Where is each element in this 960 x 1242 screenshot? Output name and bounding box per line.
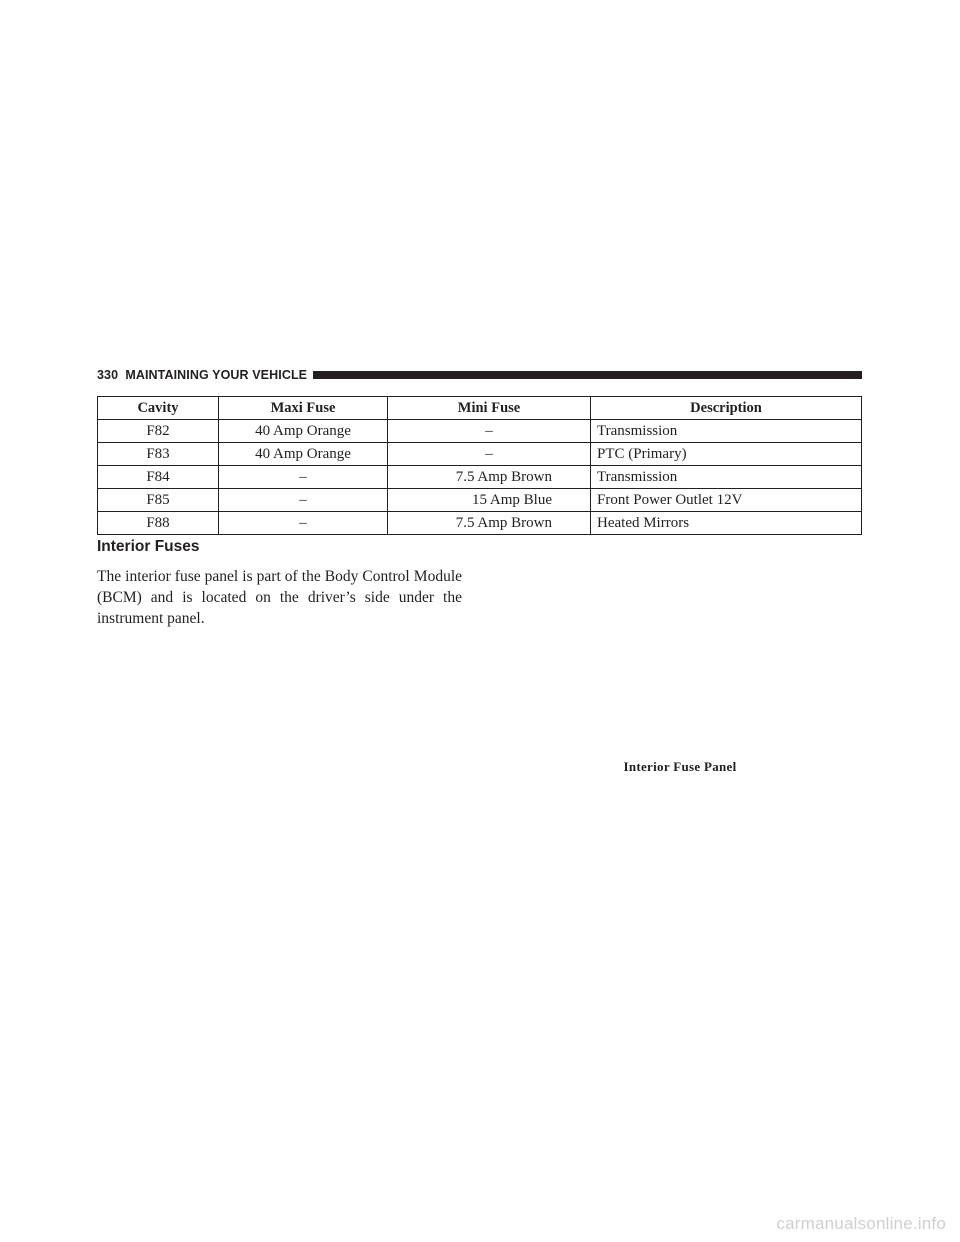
page-header-text [97,368,313,382]
cell-maxi-fuse: 40 Amp Orange [219,443,388,466]
cell-description: Transmission [591,420,862,443]
cell-description: Transmission [591,466,862,489]
cell-description: Front Power Outlet 12V [591,489,862,512]
cell-mini-fuse: 7.5 Amp Brown [388,512,591,535]
section-heading: Interior Fuses [97,538,200,555]
cell-maxi-fuse: 40 Amp Orange [219,420,388,443]
cell-description: Heated Mirrors [591,512,862,535]
cell-mini-fuse: – [388,443,591,466]
cell-mini-fuse: 7.5 Amp Brown [388,466,591,489]
cell-cavity: F85 [98,489,219,512]
cell-cavity: F84 [98,466,219,489]
cell-cavity: F88 [98,512,219,535]
running-header [97,366,862,384]
watermark-text: carmanualsonline.info [776,1214,946,1233]
table-header-row [98,397,862,420]
fuse-table [97,396,862,535]
column-header-cavity: Cavity [98,397,219,420]
column-header-maxi-fuse: Maxi Fuse [219,397,388,420]
header-rule [313,371,862,379]
cell-maxi-fuse: – [219,489,388,512]
section-title: MAINTAINING YOUR VEHICLE [125,368,308,382]
cell-description: PTC (Primary) [591,443,862,466]
column-header-mini-fuse: Mini Fuse [388,397,591,420]
cell-maxi-fuse: – [219,466,388,489]
body-paragraph: The interior fuse panel is part of the Body Control Module (BCM) and is located on the driver’s side under the instrument panel. [97,568,462,627]
table-row [98,443,862,466]
cell-maxi-fuse: – [219,512,388,535]
cell-cavity: F83 [98,443,219,466]
table-row [98,512,862,535]
cell-mini-fuse: – [388,420,591,443]
figure-caption: Interior Fuse Panel [623,759,737,774]
page-number: 330 [97,368,119,382]
cell-mini-fuse: 15 Amp Blue [388,489,591,512]
column-header-description: Description [591,397,862,420]
cell-cavity: F82 [98,420,219,443]
table-row [98,466,862,489]
table-row [98,420,862,443]
table-row [98,489,862,512]
